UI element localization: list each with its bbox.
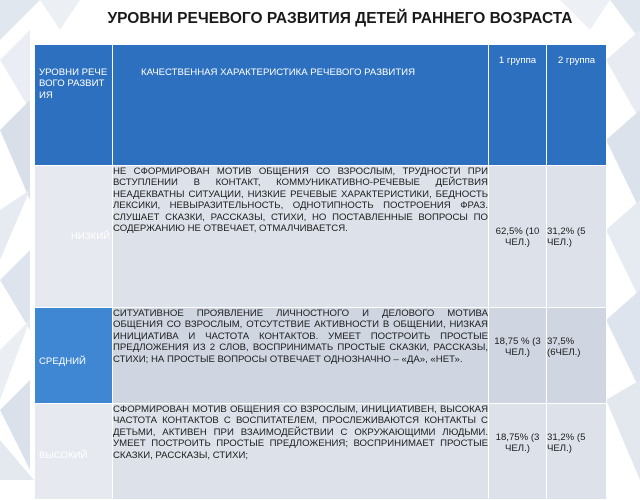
group1-high: 18,75% (3 ЧЕЛ.) <box>489 404 547 500</box>
speech-levels-table <box>34 44 607 500</box>
header-level: УРОВНИ РЕЧЕВОГО РАЗВИТИЯ <box>35 45 113 166</box>
header-description: КАЧЕСТВЕННАЯ ХАРАКТЕРИСТИКА РЕЧЕВОГО РАЗВИТИЯ <box>113 45 489 166</box>
table-row-high <box>35 404 607 500</box>
description-medium: СИТУАТИВНОЕ ПРОЯВЛЕНИЕ ЛИЧНОСТНОГО И ДЕЛОВОГО МОТИВА ОБЩЕНИЯ СО ВЗРОСЛЫМ, ОТСУТСТВИЕ АКТИВНОСТИ В ОБЩЕНИИ, НИЗКАЯ ИНИЦИАТИВА И ЧАСТОТА КОНТАКТОВ. УМЕЕТ ПОСТРОИТЬ ПРОСТЫЕ ПРЕДЛОЖЕНИЯ ИЗ 2 СЛОВ, ВОСПРИНИМАТЬ ПРОСТЫЕ СКАЗКИ, РАССКАЗЫ, СТИХИ; НА ПРОСТЫЕ ВОПРОСЫ ОТВЕЧАЕТ ОДНОЗНАЧНО – «ДА», «НЕТ». <box>113 308 489 404</box>
level-low-label: НИЗКИЙ <box>71 230 110 242</box>
level-medium <box>35 308 113 404</box>
level-high <box>35 404 113 500</box>
group2-medium: 37,5% (6ЧЕЛ.) <box>547 308 607 404</box>
level-medium-label: СРЕДНИЙ <box>39 356 86 367</box>
description-low: НЕ СФОРМИРОВАН МОТИВ ОБЩЕНИЯ СО ВЗРОСЛЫМ, ТРУДНОСТИ ПРИ ВСТУПЛЕНИИ В КОНТАКТ, КОММУНИКАТИВНО-РЕЧЕВЫЕ ДЕЙСТВИЯ НЕАДЕКВАТНЫ СИТУАЦИИ, НИЗКИЕ РЕЧЕВЫЕ ХАРАКТЕРИСТИКИ, БЕДНОСТЬ ЛЕКСИКИ, НЕВЫРАЗИТЕЛЬНОСТЬ, ОДНОТИПНОСТЬ ПОСТРОЕНИЯ ФРАЗ. СЛУШАЕТ СКАЗКИ, РАССКАЗЫ, СТИХИ, НО ПОСТАВЛЕННЫЕ ВОПРОСЫ ПО СОДЕРЖАНИЮ НЕ ОТВЕЧАЕТ, ОТМАЛЧИВАЕТСЯ. <box>113 166 489 308</box>
table-row-low <box>35 166 607 308</box>
group1-medium: 18,75 % (3 ЧЕЛ.) <box>489 308 547 404</box>
level-high-label: ВЫСОКИЙ <box>39 450 88 461</box>
slide-title: УРОВНИ РЕЧЕВОГО РАЗВИТИЯ ДЕТЕЙ РАННЕГО ВОЗРАСТА <box>107 10 573 27</box>
header-group1: 1 группа <box>489 45 547 166</box>
description-high: СФОРМИРОВАН МОТИВ ОБЩЕНИЯ СО ВЗРОСЛЫМ, ИНИЦИАТИВЕН, ВЫСОКАЯ ЧАСТОТА КОНТАКТОВ С ВОСПИТАТЕЛЕМ, ПРОСЛЕЖИВАЮТСЯ КОНТАКТЫ С ДЕТЬМИ, АКТИВЕН ПРИ ВЗАИМОДЕЙСТВИИ С ОКРУЖАЮЩИМИ ЛЮДЬМИ. УМЕЕТ ПОСТРОИТЬ ПРОСТЫЕ ПРЕДЛОЖЕНИЯ; ВОСПРИНИМАЕТ ПРОСТЫЕ СКАЗКИ, РАССКАЗЫ, СТИХИ; <box>113 404 489 500</box>
table-header-row <box>35 45 607 166</box>
group2-low: 31,2% (5 ЧЕЛ.) <box>547 166 607 308</box>
group1-low: 62,5% (10 ЧЕЛ.) <box>489 166 547 308</box>
header-group2: 2 группа <box>547 45 607 166</box>
level-low <box>35 166 113 308</box>
table-row-medium <box>35 308 607 404</box>
group2-high: 31,2% (5 ЧЕЛ.) <box>547 404 607 500</box>
